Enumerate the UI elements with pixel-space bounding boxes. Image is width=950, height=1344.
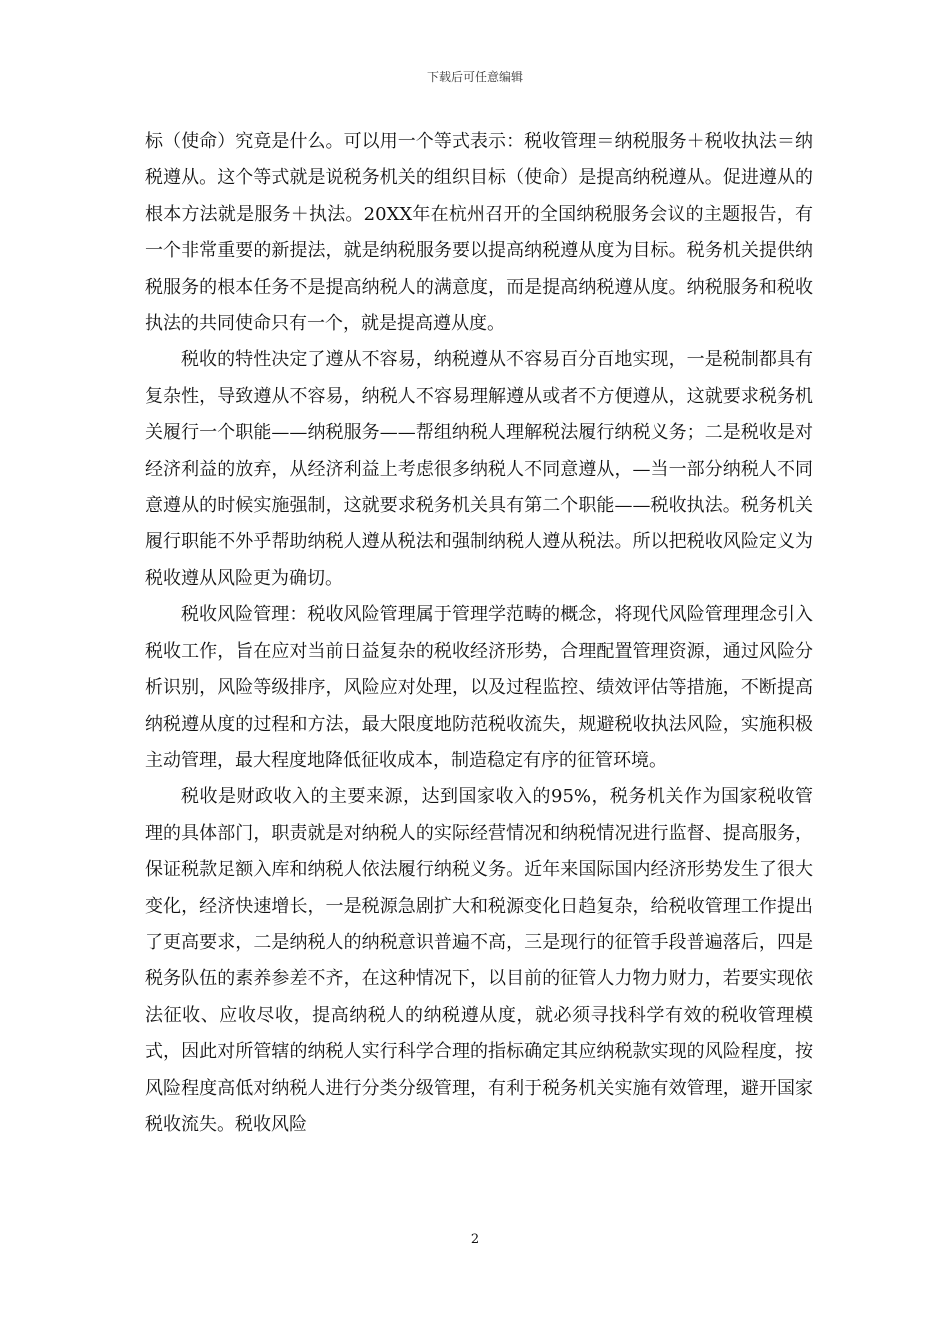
paragraph: 标（使命）究竟是什么。可以用一个等式表示：税收管理＝纳税服务＋税收执法＝纳税遵从。这个等式就是说税务机关的组织目标（使命）是提高纳税遵从。促进遵从的根本方法就是服务＋执法。20XX年在杭州召开的全国纳税服务会议的主题报告，有一个非常重要的新提法，就是纳税服务要以提高纳税遵从度为目标。税务机关提供纳税服务的根本任务不是提高纳税人的满意度，而是提高纳税遵从度。纳税服务和税收执法的共同使命只有一个，就是提高遵从度。: [145, 131, 813, 335]
paragraph: 税收是财政收入的主要来源，达到国家收入的95%，税务机关作为国家税收管理的具体部门，职责就是对纳税人的实际经营情况和纳税情况进行监督、提高服务，保证税款足额入库和纳税人依法履行纳税义务。近年来国际国内经济形势发生了很大变化，经济快速增长，一是税源急剧扩大和税源变化日趋复杂，给税收管理工作提出了更高要求，二是纳税人的纳税意识普遍不高，三是现行的征管手段普遍落后，四是税务队伍的素养参差不齐，在这种情况下，以目前的征管人力物力财力，若要实现依法征收、应收尽收，提高纳税人的纳税遵从度，就必须寻找科学有效的税收管理模式，因此对所管辖的纳税人实行科学合理的指标确定其应纳税款实现的风险程度，按风险程度高低对纳税人进行分类分级管理，有利于税务机关实施有效管理，避开国家税收流失。税收风险: [145, 786, 813, 1135]
document-body: [145, 124, 813, 1143]
paragraph: 税收的特性决定了遵从不容易，纳税遵从不容易百分百地实现，一是税制都具有复杂性，导致遵从不容易，纳税人不容易理解遵从或者不方便遵从，这就要求税务机关履行一个职能——纳税服务——帮组纳税人理解税法履行纳税义务；二是税收是对经济利益的放弃，从经济利益上考虑很多纳税人不同意遵从，—当一部分纳税人不同意遵从的时候实施强制，这就要求税务机关具有第二个职能——税收执法。税务机关履行职能不外乎帮助纳税人遵从税法和强制纳税人遵从税法。所以把税收风险定义为税收遵从风险更为确切。: [145, 349, 813, 589]
page-header: 下载后可任意编辑: [426, 70, 523, 84]
paragraph: 税收风险管理：税收风险管理属于管理学范畴的概念，将现代风险管理理念引入税收工作，旨在应对当前日益复杂的税收经济形势，合理配置管理资源，通过风险分析识别，风险等级排序，风险应对处理，以及过程监控、绩效评估等措施，不断提高纳税遵从度的过程和方法，最大限度地防范税收流失，规避税收执法风险，实施积极主动管理，最大程度地降低征收成本，制造稳定有序的征管环境。: [145, 604, 813, 771]
page-number: 2: [470, 1232, 480, 1247]
